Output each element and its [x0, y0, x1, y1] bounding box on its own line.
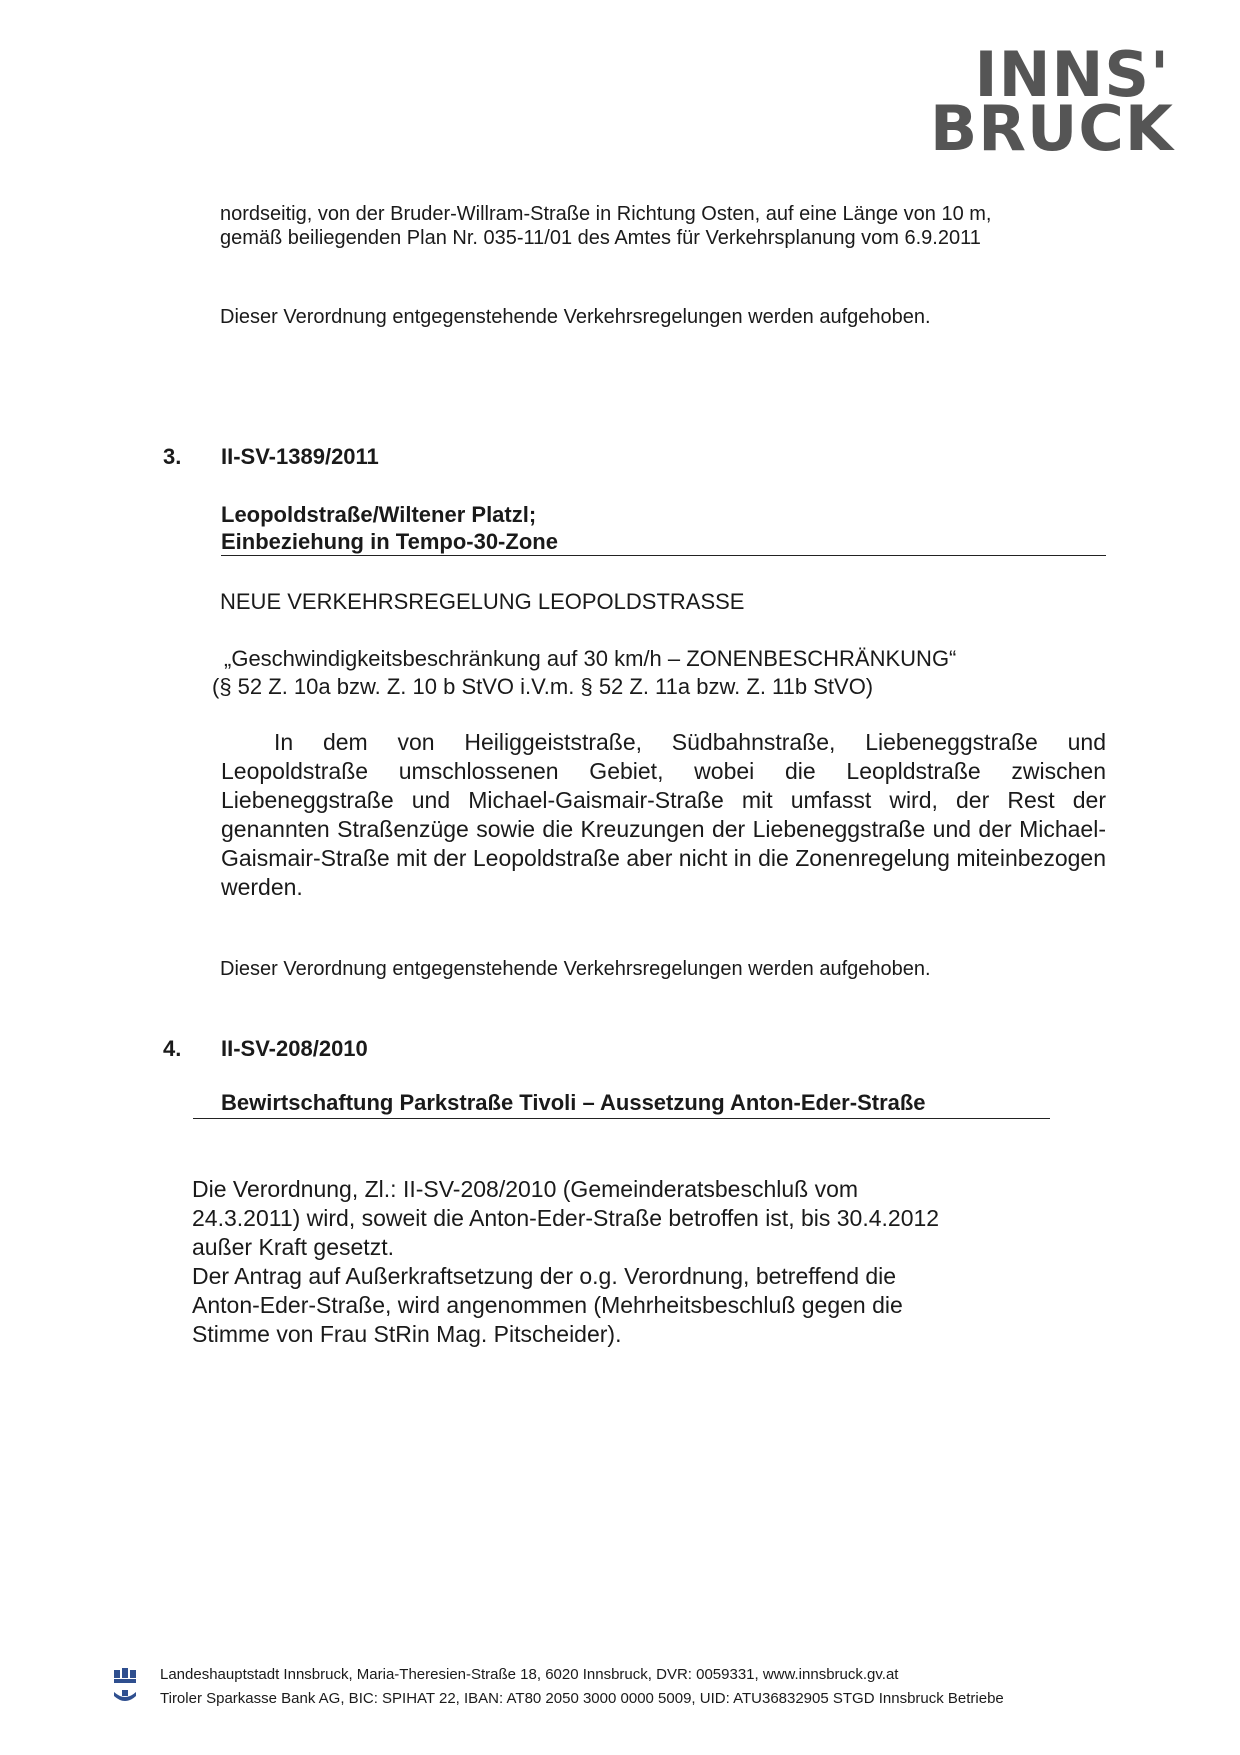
item-4-line: 24.3.2011) wird, soweit die Anton-Eder-Straße betroffen ist, bis 30.4.2012	[192, 1205, 940, 1231]
logo-line-2: BRUCK	[930, 92, 1174, 165]
item-4-line: Der Antrag auf Außerkraftsetzung der o.g. Verordnung, betreffend die	[192, 1263, 897, 1289]
item-3-quote-line-2: (§ 52 Z. 10a bzw. Z. 10 b StVO i.V.m. § 52 Z. 11a bzw. Z. 11b StVO)	[212, 674, 874, 699]
item-3-quote-line-1: „Geschwindigkeitsbeschränkung auf 30 km/h – ZONENBESCHRÄNKUNG“	[224, 646, 957, 671]
logo-line-1: INNS'	[974, 38, 1170, 111]
item-4-line: Die Verordnung, Zl.: II-SV-208/2010 (Gemeinderatsbeschluß vom	[192, 1176, 859, 1202]
item-3-title-line-2: Einbeziehung in Tempo-30-Zone	[221, 529, 558, 554]
item-4-body	[192, 1175, 1092, 1349]
item-4-reference: II-SV-208/2010	[221, 1036, 368, 1061]
item-3-paragraph: In dem von Heiliggeiststraße, Südbahnstraße, Liebeneggstraße und Leopoldstraße umschlossenen Gebiet, wobei die Leopldstraße zwischen Liebeneggstraße und Michael-Gaismair-Straße mit umfasst wird, der Rest der genannten Straßenzüge sowie die Kreuzungen der Liebeneggstraße und der Michael-Gaismair-Straße mit der Leopoldstraße aber nicht in die Zonenregelung miteinbezogen werden.	[221, 729, 1106, 900]
footer-bank: Tiroler Sparkasse Bank AG, BIC: SPIHAT 22, IBAN: AT80 2050 3000 0000 5009, UID: ATU36832905 STGD Innsbruck Betriebe	[160, 1690, 1004, 1707]
item-4-title-underline	[193, 1118, 1050, 1119]
footer-address: Landeshauptstadt Innsbruck, Maria-Theresien-Straße 18, 6020 Innsbruck, DVR: 0059331, www.innsbruck.gv.at	[160, 1666, 899, 1683]
intro-paragraph: nordseitig, von der Bruder-Willram-Straße in Richtung Osten, auf eine Länge von 10 m, gemäß beiliegenden Plan Nr. 035-11/01 des Amtes für Verkehrsplanung vom 6.9.2011	[220, 203, 992, 249]
item-4-title: Bewirtschaftung Parkstraße Tivoli – Aussetzung Anton-Eder-Straße	[221, 1090, 926, 1115]
item-4-number: 4.	[163, 1036, 182, 1061]
item-3-repeal-note: Dieser Verordnung entgegenstehende Verkehrsregelungen werden aufgehoben.	[220, 958, 931, 980]
item-4-line: Anton-Eder-Straße, wird angenommen (Mehrheitsbeschluß gegen die	[192, 1292, 903, 1318]
item-3-number: 3.	[163, 444, 182, 469]
item-3-title-line-1: Leopoldstraße/Wiltener Platzl;	[221, 502, 537, 527]
item-4-line: außer Kraft gesetzt.	[192, 1234, 394, 1260]
intro-repeal-note: Dieser Verordnung entgegenstehende Verkehrsregelungen werden aufgehoben.	[220, 306, 931, 328]
city-emblem-icon	[112, 1668, 138, 1708]
item-3-subheading: NEUE VERKEHRSREGELUNG LEOPOLDSTRASSE	[220, 589, 745, 614]
item-4-line: Stimme von Frau StRin Mag. Pitscheider).	[192, 1321, 622, 1347]
item-3-reference: II-SV-1389/2011	[221, 444, 379, 469]
innsbruck-logo	[930, 38, 1174, 165]
item-3-title-underline	[221, 555, 1106, 556]
